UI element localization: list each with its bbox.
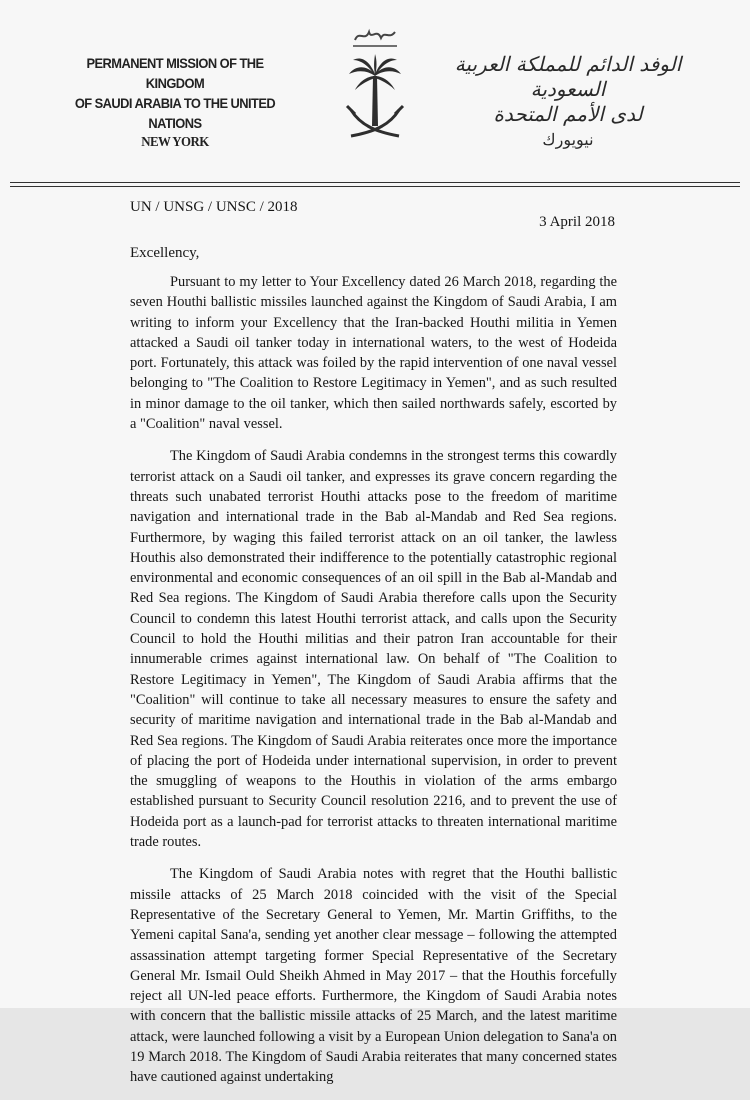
letterhead-arabic-line-2: لدى الأمم المتحدة [493,102,643,126]
letter-date: 3 April 2018 [539,214,615,230]
salutation: Excellency, [130,245,200,261]
reference-number: UN / UNSG / UNSC / 2018 [130,199,298,215]
letterhead-english-line-2: OF SAUDI ARABIA TO THE UNITED NATIONS [74,95,276,131]
letterhead-english [60,53,290,153]
letterhead-english-line-1: PERMANENT MISSION OF THE KINGDOM [86,55,264,91]
body-paragraph-3: The Kingdom of Saudi Arabia notes with regret that the Houthi ballistic missile attacks of 25 March 2018 coincided with the visit of the Special Representative of the Secretary General to Yemen, Mr. Martin Griffiths, to the Yemeni capital Sana'a, sending yet another clear message – following the attempted assassination attempt targeting former Special Representative of the Secretary General Mr. Ismail Ould Sheikh Ahmed in May 2017 – that the Houthis forcefully reject all UN-led peace efforts. Furthermore, the Kingdom of Saudi Arabia notes with concern that the ballistic missile attacks of 25 March, and the latest maritime attack, were launched following a visit by a European Union delegation to Sana'a on 19 March 2018. The Kingdom of Saudi Arabia reiterates that many concerned states have cautioned against undertaking [130,866,617,1086]
letter-body [130,272,617,1100]
letterhead-arabic-line-1: الوفد الدائم للمملكة العربية السعودية [454,52,682,101]
letterhead-arabic-city: نيويورك [542,130,594,149]
saudi-emblem-icon [343,24,407,146]
body-paragraph-1: Pursuant to my letter to Your Excellency dated 26 March 2018, regarding the seven Houthi ballistic missiles launched against the Kingdom of Saudi Arabia, I am writing to inform your Excellency that the Iran-backed Houthi militia in Yemen attacked a Saudi oil tanker today in international waters, to the west of Hodeida port. Fortunately, this attack was foiled by the rapid intervention of one naval vessel belonging to "The Coalition to Restore Legitimacy in Yemen", and as such resulted in minor damage to the oil tanker, which then sailed northwards safely, escorted by a "Coalition" naval vessel. [130,274,617,433]
letterhead-english-city: NEW YORK [141,135,209,150]
header-divider-bottom [10,186,740,187]
header-divider-top [10,182,740,183]
body-paragraph-2: The Kingdom of Saudi Arabia condemns in the strongest terms this cowardly terrorist attack on a Saudi oil tanker, and expresses its grave concern regarding the threats such unabated terrorist Houthi attacks pose to the freedom of maritime navigation and international trade in the Bab al-Mandab and Red Sea regions. Furthermore, by waging this failed terrorist attack on an oil tanker, the lawless Houthis also demonstrated their indifference to the potentially catastrophic regional environmental and economic consequences of an oil spill in the Bab al-Mandab and Red Sea regions. The Kingdom of Saudi Arabia therefore calls upon the Security Council to condemn this latest Houthi terrorist attack, and calls upon the Security Council to hold the Houthi militias and their patron Iran accountable for their innumerable crimes against international law. On behalf of "The Coalition to Restore Legitimacy in Yemen", The Kingdom of Saudi Arabia affirms that the "Coalition" will continue to take all necessary measures to ensure the safety and security of maritime navigation and international trade in the Bab al-Mandab and Red Sea regions. The Kingdom of Saudi Arabia reiterates once more the importance of placing the port of Hodeida under international supervision, in order to prevent the smuggling of weapons to the Houthis in violation of the arms embargo established pursuant to Security Council resolution 2216, and to prevent the use of Hodeida port as a launch-pad for terrorist attacks to threaten international maritime trade routes. [130,448,617,851]
letterhead-arabic [448,52,688,152]
